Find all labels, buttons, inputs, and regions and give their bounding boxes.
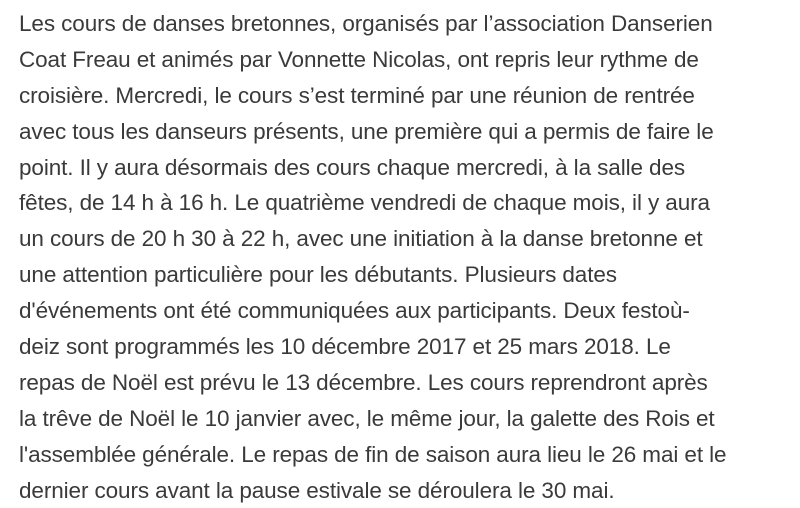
article-line: deiz sont programmés les 10 décembre 2017 et 25 mars 2018. Le <box>19 334 671 360</box>
article-line: croisière. Mercredi, le cours s’est terminé par une réunion de rentrée <box>19 82 695 108</box>
article-line: Coat Freau et animés par Vonnette Nicolas, ont repris leur rythme de <box>19 46 699 72</box>
article-line: avec tous les danseurs présents, une première qui a permis de faire le <box>19 118 714 144</box>
article-line: Les cours de danses bretonnes, organisés par l’association Danserien <box>19 11 713 36</box>
article-body <box>19 6 794 508</box>
article-line: d'événements ont été communiquées aux participants. Deux festoù- <box>19 298 690 324</box>
article-line: dernier cours avant la pause estivale se déroulera le 30 mai. <box>19 477 615 503</box>
article-line: fêtes, de 14 h à 16 h. Le quatrième vendredi de chaque mois, il y aura <box>19 190 710 216</box>
article-line: point. Il y aura désormais des cours chaque mercredi, à la salle des <box>19 154 686 180</box>
article-line: l'assemblée générale. Le repas de fin de saison aura lieu le 26 mai et le <box>19 441 727 467</box>
article-line: un cours de 20 h 30 à 22 h, avec une initiation à la danse bretonne et <box>19 226 703 252</box>
article-line: repas de Noël est prévu le 13 décembre. Les cours reprendront après <box>19 369 708 395</box>
article-line: une attention particulière pour les débutants. Plusieurs dates <box>19 262 617 288</box>
article-line: la trêve de Noël le 10 janvier avec, le même jour, la galette des Rois et <box>19 405 715 431</box>
